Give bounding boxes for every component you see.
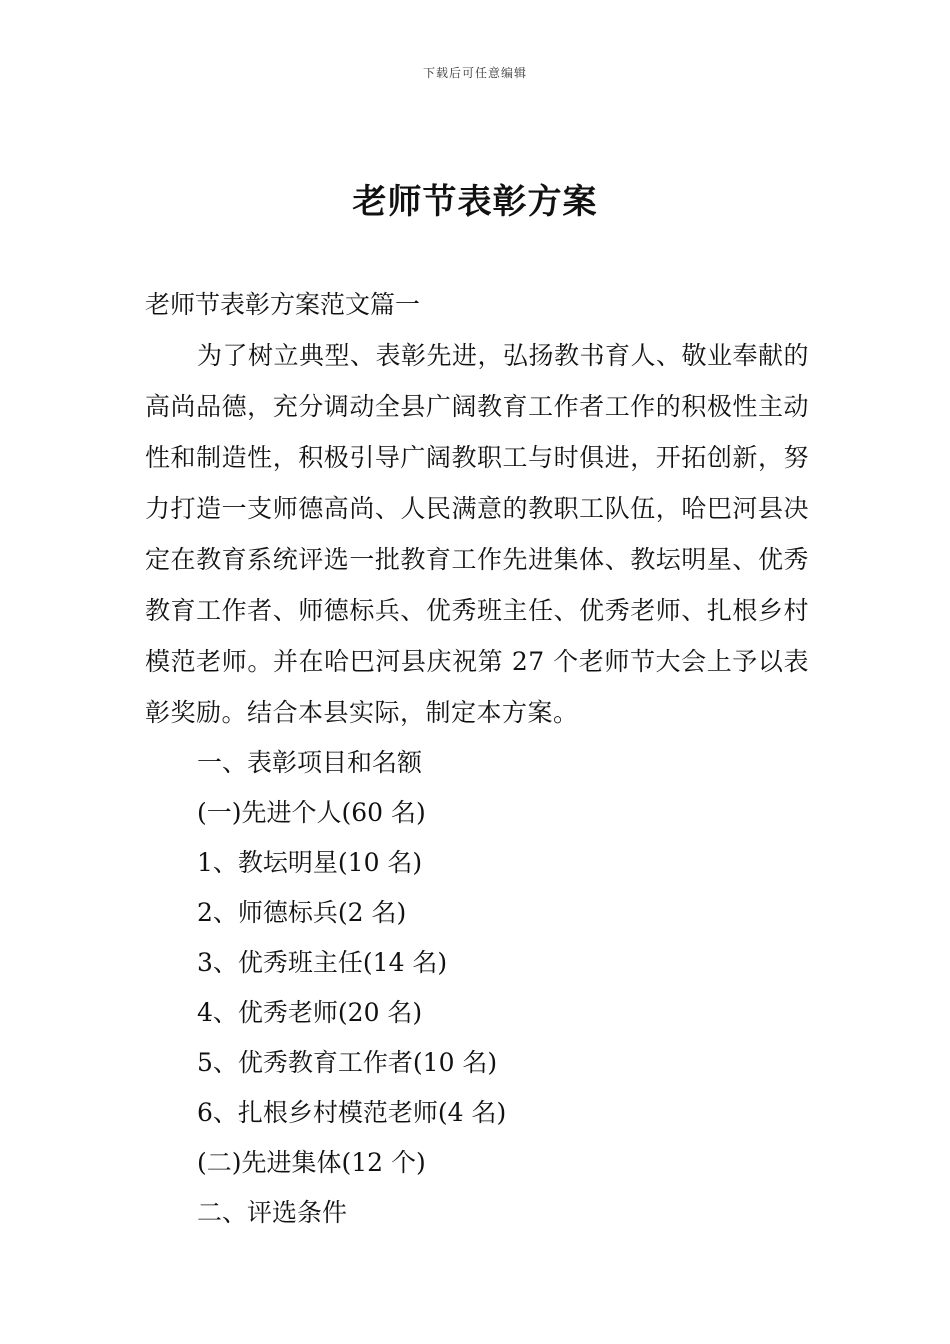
item-list [145, 738, 809, 1238]
list-item: 1、教坛明星(10 名) [197, 848, 423, 877]
list-item: 5、优秀教育工作者(10 名) [197, 1048, 498, 1077]
document-body [145, 280, 809, 1238]
list-item: 3、优秀班主任(14 名) [197, 948, 448, 977]
intro-paragraph: 为了树立典型、表彰先进，弘扬教书育人、敬业奉献的高尚品德，充分调动全县广阔教育工作者工作的积极性主动性和制造性，积极引导广阔教职工与时俱进，开拓创新，努力打造一支师德高尚、人民满意的教职工队伍，哈巴河县决定在教育系统评选一批教育工作先进集体、教坛明星、优秀教育工作者、师德标兵、优秀班主任、优秀老师、扎根乡村模范老师。并在哈巴河县庆祝第 27 个老师节大会上予以表彰奖励。结合本县实际，制定本方案。 [145, 341, 810, 727]
list-item: 二、评选条件 [197, 1198, 348, 1227]
list-item: 2、师德标兵(2 名) [197, 898, 407, 927]
list-item: (二)先进集体(12 个) [197, 1148, 426, 1177]
list-item: 一、表彰项目和名额 [197, 748, 423, 777]
list-item: 6、扎根乡村模范老师(4 名) [197, 1098, 507, 1127]
document-title: 老师节表彰方案 [352, 182, 598, 222]
header-note: 下载后可任意编辑 [422, 66, 527, 80]
list-item: 4、优秀老师(20 名) [197, 998, 423, 1027]
section-subtitle: 老师节表彰方案范文篇一 [145, 290, 421, 319]
list-item: (一)先进个人(60 名) [197, 798, 426, 827]
